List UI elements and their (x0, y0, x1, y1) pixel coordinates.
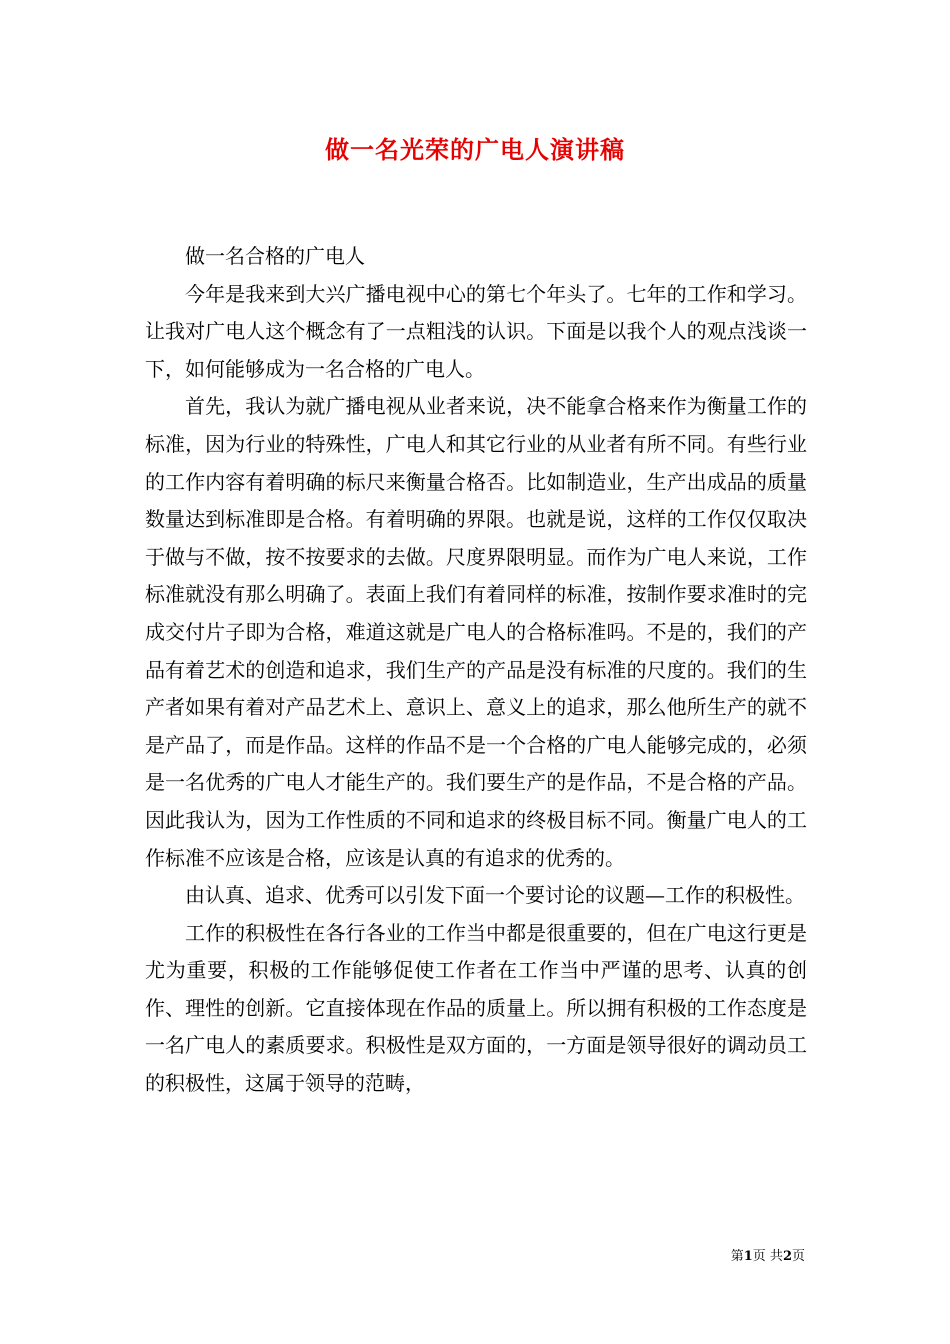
footer-prefix: 第 (730, 1249, 744, 1264)
footer-suffix: 页 (791, 1249, 805, 1264)
footer-total-pages: 2 (782, 1249, 792, 1264)
footer-middle: 页 共 (752, 1249, 783, 1264)
paragraph-1: 今年是我来到大兴广播电视中心的第七个年头了。七年的工作和学习。让我对广电人这个概念有了一点粗浅的认识。下面是以我个人的观点浅谈一下，如何能够成为一名合格的广电人。 (145, 281, 807, 381)
document-body (145, 238, 807, 1103)
document-subtitle: 做一名合格的广电人 (185, 244, 365, 268)
paragraph-2: 首先，我认为就广播电视从业者来说，决不能拿合格来作为衡量工作的标准，因为行业的特殊性，广电人和其它行业的从业者有所不同。有些行业的工作内容有着明确的标尺来衡量合格否。比如制造业，生产出成品的质量数量达到标准即是合格。有着明确的界限。也就是说，这样的工作仅仅取决于做与不做，按不按要求的去做。尺度界限明显。而作为广电人来说，工作标准就没有那么明确了。表面上我们有着同样的标准，按制作要求准时的完成交付片子即为合格，难道这就是广电人的合格标准吗。不是的，我们的产品有着艺术的创造和追求，我们生产的产品是没有标准的尺度的。我们的生产者如果有着对产品艺术上、意识上、意义上的追求，那么他所生产的就不是产品了，而是作品。这样的作品不是一个合格的广电人能够完成的，必须是一名优秀的广电人才能生产的。我们要生产的是作品，不是合格的产品。因此我认为，因为工作性质的不同和追求的终极目标不同。衡量广电人的工作标准不应该是合格，应该是认真的有追求的优秀的。 (145, 394, 807, 870)
paragraph-3: 由认真、追求、优秀可以引发下面一个要讨论的议题—工作的积极性。 (185, 883, 805, 908)
footer-current-page: 1 (743, 1249, 753, 1264)
page-number-footer (731, 1248, 805, 1266)
document-title: 做一名光荣的广电人演讲稿 (325, 135, 625, 164)
paragraph-4: 工作的积极性在各行各业的工作当中都是很重要的，但在广电这行更是尤为重要，积极的工作能够促使工作者在工作当中严谨的思考、认真的创作、理性的创新。它直接体现在作品的质量上。所以拥有积极的工作态度是一名广电人的素质要求。积极性是双方面的，一方面是领导很好的调动员工的积极性，这属于领导的范畴， (145, 920, 807, 1096)
